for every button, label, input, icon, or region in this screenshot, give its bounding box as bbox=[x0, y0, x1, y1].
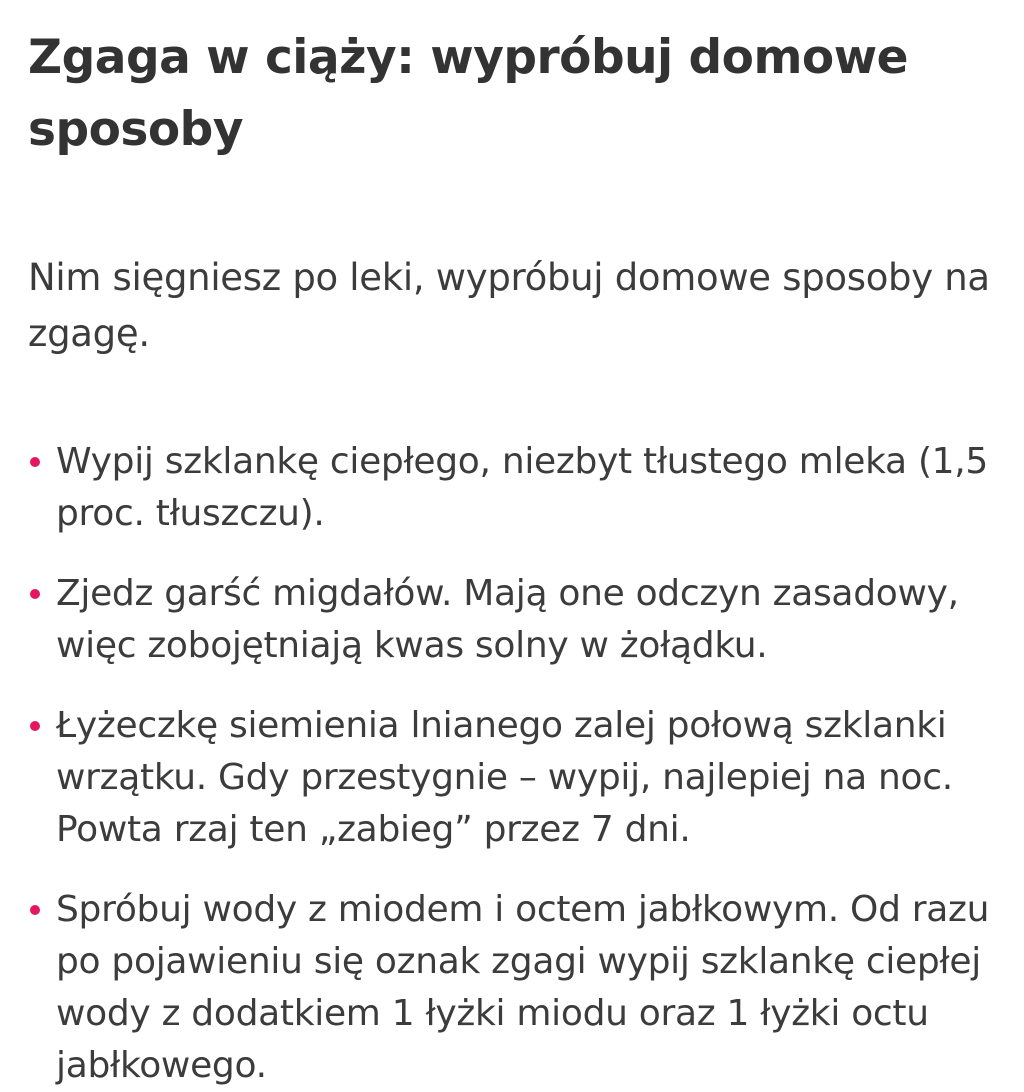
bullet-dot-icon bbox=[30, 589, 40, 599]
article-lead: Nim sięgniesz po leki, wypróbuj domowe sposoby na zgagę. bbox=[28, 256, 990, 355]
bullet-dot-icon bbox=[30, 905, 40, 915]
bullet-dot-icon bbox=[30, 457, 40, 467]
list-item bbox=[28, 700, 1004, 856]
tip-text: Wypij szklankę ciepłego, niezbyt tłustego mleka (1,5 proc. tłuszczu). bbox=[56, 441, 989, 534]
tips-list bbox=[28, 436, 1004, 1092]
tip-text: Spróbuj wody z miodem i octem jabłkowym. Od razu po pojawieniu się oznak zgagi wypij szklankę ciepłej wody z dodatkiem 1 łyżki miodu oraz 1 łyżki octu jabłkowego. bbox=[56, 889, 990, 1086]
tip-text: Zjedz garść migdałów. Mają one odczyn zasadowy, więc zobojętniają kwas solny w żołądku. bbox=[56, 573, 959, 666]
tip-text: Łyżeczkę siemienia lnianego zalej połową szklanki wrzątku. Gdy przestygnie – wypij, najlepiej na noc. Powta rzaj ten „zabieg” przez 7 dni. bbox=[56, 705, 953, 850]
article-title: Zgaga w ciąży: wypróbuj domowe sposoby bbox=[28, 30, 909, 157]
list-item bbox=[28, 436, 1004, 540]
list-item bbox=[28, 568, 1004, 672]
bullet-dot-icon bbox=[30, 721, 40, 731]
list-item bbox=[28, 884, 1004, 1092]
